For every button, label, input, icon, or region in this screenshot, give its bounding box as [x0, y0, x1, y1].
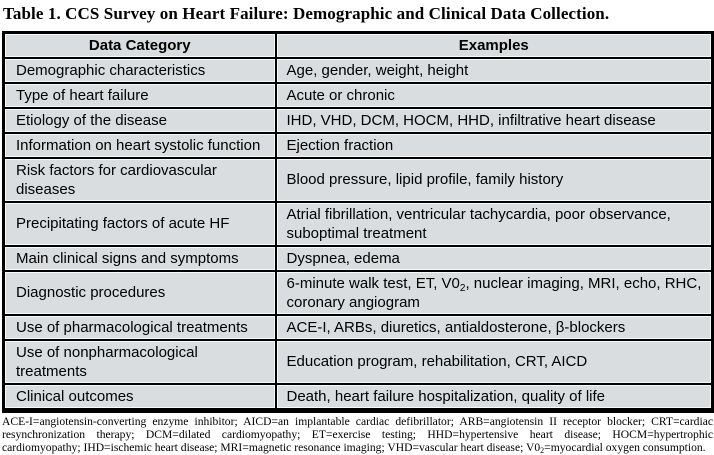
table-row [4, 202, 713, 246]
example-cell: Death, heart failure hospitalization, quality of life [276, 384, 713, 411]
category-cell: Risk factors for cardiovascular diseases [4, 158, 276, 202]
example-cell: Ejection fraction [276, 133, 713, 158]
table-row [4, 271, 713, 315]
example-cell: Dyspnea, edema [276, 246, 713, 271]
example-cell: ACE-I, ARBs, diuretics, antialdosterone, β-blockers [276, 315, 713, 340]
example-cell: Acute or chronic [276, 83, 713, 108]
table-row [4, 83, 713, 108]
category-cell: Use of nonpharmacological treatments [4, 340, 276, 384]
category-cell: Information on heart systolic function [4, 133, 276, 158]
header-row [4, 33, 713, 58]
subscript-2: 2 [459, 282, 466, 294]
footnote-text: ACE-I=angiotensin-converting enzyme inhibitor; AICD=an implantable cardiac defibrillator; ARB=angiotensin II receptor blocker; CRT=cardiac resynchronization therapy; DCM=dilated cardiomyopathy; ET=exercise testing; HHD=hypertensive heart disease; HOCM=hypertrophic cardiomyopathy; IHD=ischemic heart disease; MRI=magnetic resonance imaging; VHD=vascular heart disease; V0 [2, 414, 713, 454]
example-text: 6-minute walk test, ET, V0 [286, 274, 460, 292]
category-cell: Diagnostic procedures [4, 271, 276, 315]
subscript-2: 2 [540, 445, 545, 455]
category-cell: Type of heart failure [4, 83, 276, 108]
footnote-text: =myocardial oxygen consumption. [544, 440, 706, 454]
category-cell: Use of pharmacological treatments [4, 315, 276, 340]
data-table [2, 31, 714, 413]
table-row [4, 133, 713, 158]
example-cell: Education program, rehabilitation, CRT, AICD [276, 340, 713, 384]
example-cell [276, 271, 713, 315]
table-row [4, 246, 713, 271]
example-cell: Age, gender, weight, height [276, 58, 713, 83]
example-cell: IHD, VHD, DCM, HOCM, HHD, infiltrative heart disease [276, 108, 713, 133]
example-cell: Blood pressure, lipid profile, family history [276, 158, 713, 202]
table-title: Table 1. CCS Survey on Heart Failure: Demographic and Clinical Data Collection. [3, 4, 610, 23]
table-row [4, 384, 713, 411]
table-row [4, 108, 713, 133]
table-row [4, 158, 713, 202]
table-row [4, 340, 713, 384]
category-cell: Precipitating factors of acute HF [4, 202, 276, 246]
example-text: , nuclear imaging, MRI, echo, RHC, coronary angiogram [286, 274, 702, 311]
header-examples: Examples [276, 33, 713, 58]
category-cell: Etiology of the disease [4, 108, 276, 133]
abbreviations-footnote [2, 415, 713, 454]
category-cell: Demographic characteristics [4, 58, 276, 83]
table-row [4, 58, 713, 83]
example-cell: Atrial fibrillation, ventricular tachycardia, poor observance, suboptimal treatment [276, 202, 713, 246]
header-data-category: Data Category [4, 33, 276, 58]
table-row [4, 315, 713, 340]
category-cell: Main clinical signs and symptoms [4, 246, 276, 271]
category-cell: Clinical outcomes [4, 384, 276, 411]
